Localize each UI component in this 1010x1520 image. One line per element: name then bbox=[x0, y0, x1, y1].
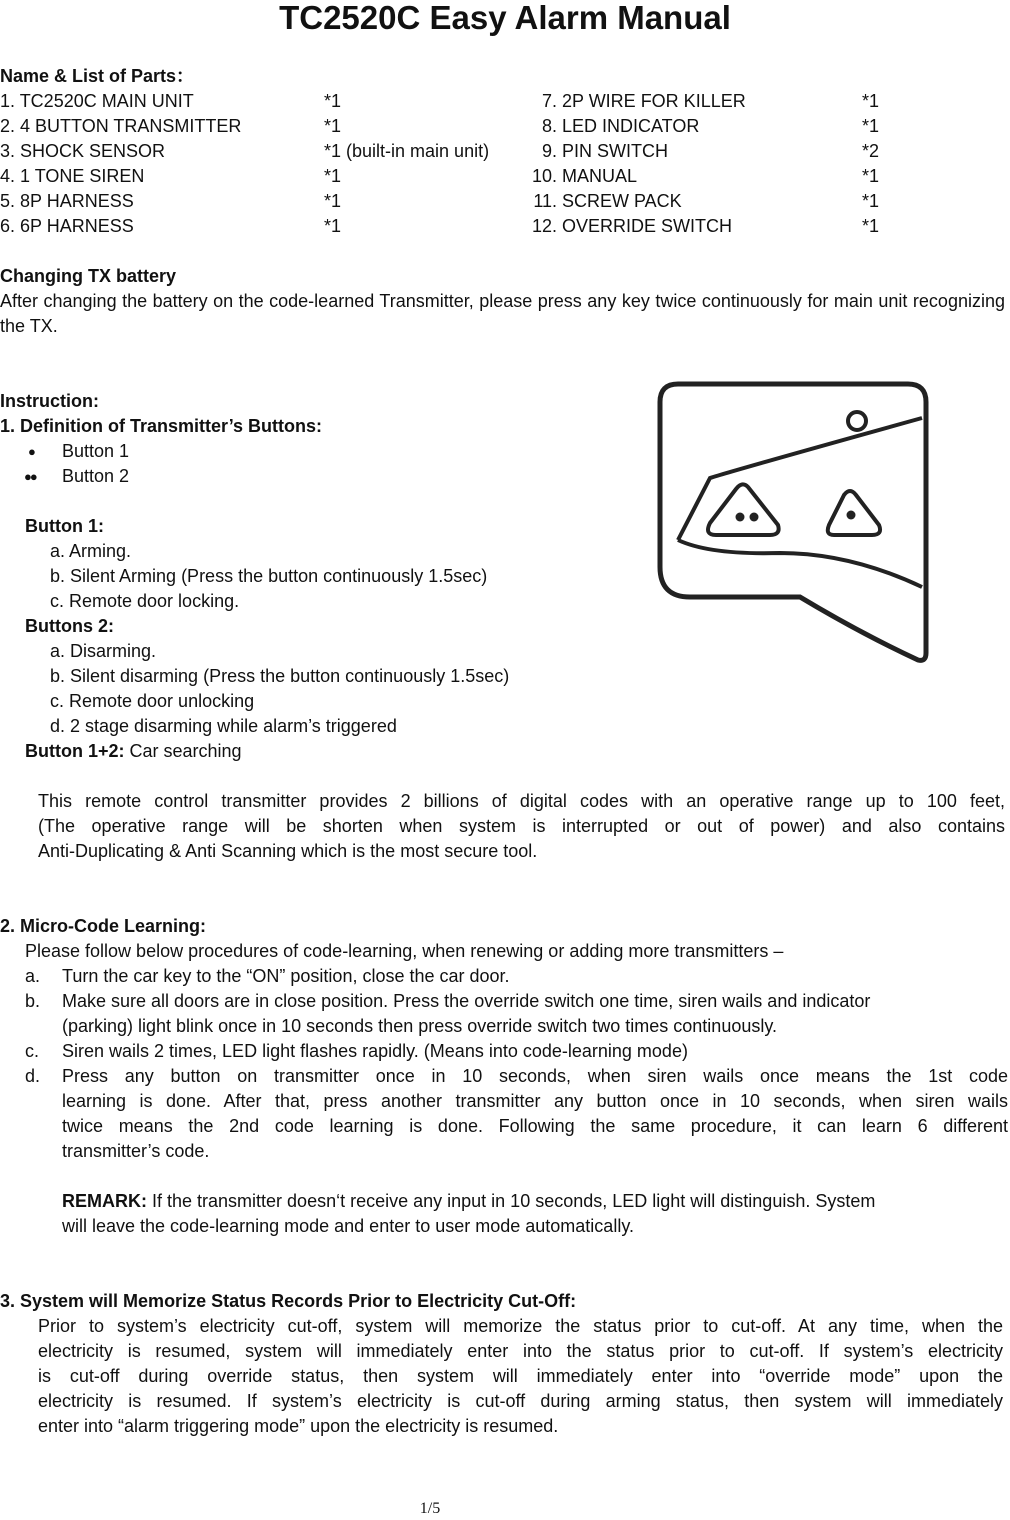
transmitter-para-line-3: Anti-Duplicating & Anti Scanning which is the most secure tool. bbox=[38, 841, 538, 861]
section1-heading: 1. Definition of Transmitter’s Buttons: bbox=[0, 416, 323, 436]
button-combo-text: Car searching bbox=[124, 741, 242, 761]
button2-item-c: c. Remote door unlocking bbox=[50, 691, 255, 711]
button2-heading: Buttons 2: bbox=[25, 616, 114, 636]
bullet-icon-2: ●● bbox=[24, 469, 36, 484]
page-number: 1/5 bbox=[419, 1500, 441, 1517]
part-item-1: 1. TC2520C MAIN UNIT bbox=[0, 91, 194, 111]
step-d-line-2: learning is done. After that, press another transmitter any button once in 10 seconds, when siren wails bbox=[62, 1091, 1008, 1111]
bullet-icon-1: ● bbox=[28, 444, 36, 459]
step-b-letter: b. bbox=[25, 991, 41, 1011]
part-qty-3: *1 (built-in main unit) bbox=[324, 141, 490, 161]
transmitter-illustration bbox=[650, 375, 935, 670]
remark-line-2: will leave the code-learning mode and enter to user mode automatically. bbox=[62, 1216, 634, 1236]
section3-heading: 3. System will Memorize Status Records Prior to Electricity Cut-Off: bbox=[0, 1291, 577, 1311]
step-a-letter: a. bbox=[25, 966, 41, 986]
button-2-dot-left bbox=[736, 513, 745, 522]
part-item-11: SCREW PACK bbox=[562, 191, 682, 211]
button-1-dot bbox=[847, 511, 856, 520]
part-num-8: 8. bbox=[541, 116, 557, 136]
part-qty-5: *1 bbox=[324, 191, 342, 211]
part-item-5: 5. 8P HARNESS bbox=[0, 191, 134, 211]
button-combo-label: Button 1+2: bbox=[25, 741, 125, 761]
remark-text: If the transmitter doesn‘t receive any input in 10 seconds, LED light will distinguish. System bbox=[147, 1191, 876, 1211]
step-d-line-3: twice means the 2nd code learning is done. Following the same procedure, it can learn 6 different bbox=[62, 1116, 1008, 1136]
step-d-letter: d. bbox=[25, 1066, 41, 1086]
part-num-11: 11. bbox=[533, 191, 557, 211]
part-qty-9: *2 bbox=[862, 141, 880, 161]
transmitter-body bbox=[660, 384, 926, 660]
section2-intro: Please follow below procedures of code-learning, when renewing or adding more transmitters – bbox=[25, 941, 784, 961]
part-item-2: 2. 4 BUTTON TRANSMITTER bbox=[0, 116, 242, 136]
part-qty-10: *1 bbox=[862, 166, 880, 186]
button1-item-b: b. Silent Arming (Press the button continuously 1.5sec) bbox=[50, 566, 488, 586]
step-b-line-2: (parking) light blink once in 10 seconds then press override switch two times continuously. bbox=[62, 1016, 778, 1036]
section3-line-2: electricity is resumed, system will immediately enter into the status prior to cut-off. If system’s electricity bbox=[38, 1341, 1003, 1361]
part-item-3: 3. SHOCK SENSOR bbox=[0, 141, 166, 161]
part-num-10: 10. bbox=[531, 166, 557, 186]
part-item-6: 6. 6P HARNESS bbox=[0, 216, 134, 236]
led-indicator-icon bbox=[848, 412, 866, 430]
bullet-label-1: Button 1 bbox=[62, 441, 130, 461]
remark-label: REMARK: bbox=[62, 1191, 147, 1211]
part-item-4: 4. 1 TONE SIREN bbox=[0, 166, 145, 186]
part-qty-8: *1 bbox=[862, 116, 880, 136]
part-qty-6: *1 bbox=[324, 216, 342, 236]
transmitter-para-line-2: (The operative range will be shorten when system is interrupted or out of power) and also contains bbox=[38, 816, 1005, 836]
step-a-line-1: Turn the car key to the “ON” position, close the car door. bbox=[62, 966, 510, 986]
part-qty-2: *1 bbox=[324, 116, 342, 136]
part-qty-12: *1 bbox=[862, 216, 880, 236]
part-item-12: OVERRIDE SWITCH bbox=[562, 216, 733, 236]
parts-heading: Name & List of Parts： bbox=[0, 66, 195, 86]
part-qty-4: *1 bbox=[324, 166, 342, 186]
section3-line-4: electricity is resumed. If system’s electricity is cut-off during arming status, then system will immediately bbox=[38, 1391, 1003, 1411]
section3-line-5: enter into “alarm triggering mode” upon the electricity is resumed. bbox=[38, 1416, 559, 1436]
part-item-7: 2P WIRE FOR KILLER bbox=[562, 91, 746, 111]
part-item-10: MANUAL bbox=[562, 166, 638, 186]
transmitter-panel-bottom bbox=[678, 540, 922, 587]
button1-item-a: a. Arming. bbox=[50, 541, 132, 561]
section2-heading: 2. Micro-Code Learning: bbox=[0, 916, 207, 936]
document-title: TC2520C Easy Alarm Manual bbox=[279, 0, 731, 36]
button-2-dot-right bbox=[750, 513, 759, 522]
step-c-letter: c. bbox=[25, 1041, 40, 1061]
step-b-line-1: Make sure all doors are in close position. Press the override switch one time, siren wails and indicator bbox=[62, 991, 871, 1011]
part-num-12: 12. bbox=[531, 216, 557, 236]
section3-line-1: Prior to system’s electricity cut-off, system will memorize the status prior to cut-off. At any time, when the bbox=[38, 1316, 1003, 1336]
transmitter-panel-outline bbox=[678, 418, 922, 540]
part-num-9: 9. bbox=[541, 141, 557, 161]
part-qty-7: *1 bbox=[862, 91, 880, 111]
remark-line-1 bbox=[62, 1189, 875, 1214]
transmitter-para-line-1: This remote control transmitter provides 2 billions of digital codes with an operative range up to 100 feet, bbox=[38, 791, 1005, 811]
button2-item-d: d. 2 stage disarming while alarm’s triggered bbox=[50, 716, 397, 736]
part-item-9: PIN SWITCH bbox=[562, 141, 668, 161]
part-num-7: 7. bbox=[541, 91, 557, 111]
part-qty-1: *1 bbox=[324, 91, 342, 111]
instruction-heading: Instruction: bbox=[0, 391, 99, 411]
button-2-icon bbox=[708, 484, 779, 535]
button-combo-line bbox=[25, 739, 242, 764]
battery-text: After changing the battery on the code-learned Transmitter, please press any key twice continuously for main unit recognizing the TX. bbox=[0, 291, 1005, 336]
bullet-label-2: Button 2 bbox=[62, 466, 130, 486]
section3-line-3: is cut-off during override status, then system will immediately enter into “override mode” upon the bbox=[38, 1366, 1003, 1386]
button2-item-b: b. Silent disarming (Press the button continuously 1.5sec) bbox=[50, 666, 510, 686]
battery-heading: Changing TX battery bbox=[0, 266, 177, 286]
part-item-8: LED INDICATOR bbox=[562, 116, 700, 136]
button1-item-c: c. Remote door locking. bbox=[50, 591, 240, 611]
step-c-line-1: Siren wails 2 times, LED light flashes rapidly. (Means into code-learning mode) bbox=[62, 1041, 688, 1061]
step-d-line-4: transmitter’s code. bbox=[62, 1141, 210, 1161]
button1-heading: Button 1: bbox=[25, 516, 104, 536]
button2-item-a: a. Disarming. bbox=[50, 641, 157, 661]
step-d-line-1: Press any button on transmitter once in 10 seconds, when siren wails once means the 1st code bbox=[62, 1066, 1008, 1086]
part-qty-11: *1 bbox=[862, 191, 880, 211]
